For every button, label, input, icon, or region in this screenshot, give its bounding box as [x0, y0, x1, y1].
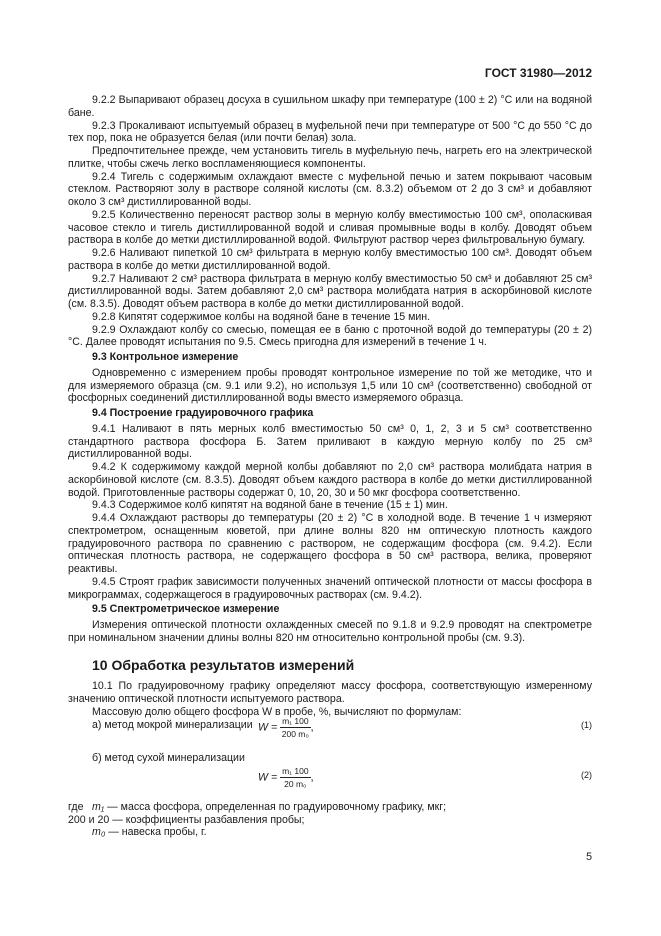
paragraph: 9.4.2 К содержимому каждой мерной колбы добавляют по 2,0 см³ раствора молибдата натрия в аскорбиновой кислоте (см. 8.3.5). Доводят объем каждого раствора в колбе до метки дистиллированной водой. Приготовленные растворы содержат 0, 10, 20, 30 и 50 мкг фосфора соответственно.: [68, 461, 592, 499]
paragraph: 9.4.3 Содержимое колб кипятят на водяной бане в течение (15 ± 1) мин.: [92, 499, 448, 512]
section-heading: 10 Обработка результатов измерений: [92, 656, 355, 673]
subsection-heading: 9.4 Построение градуировочного графика: [92, 407, 314, 419]
paragraph: Измерения оптической плотности охлажденных смесей по 9.1.8 и 9.2.9 проводят на спектрометре при номинальном значении длины волны 820 нм относительно контрольной пробы (см. 9.3).: [68, 619, 592, 644]
formula-lhs: W =: [258, 771, 278, 784]
paragraph: 9.2.9 Охлаждают колбу со смесью, помещая ее в баню с проточной водой до температуры (20 ± 2) °С. Далее проводят испытания по 9.5. Смесь пригодна для измерений в течение 1 ч.: [68, 323, 592, 349]
subsection-heading: 9.3 Контрольное измерение: [92, 351, 239, 363]
paragraph: 9.4.1 Наливают в пять мерных колб вместимостью 50 см³ 0, 1, 2, 3 и 5 см³ соответственно стандартного раствора фосфора Б. Затем приливают в каждую мерную колбу по 25 см³ дистиллированной воды.: [68, 422, 592, 461]
paragraph: 9.2.4 Тигель с содержимым охлаждают вместе с муфельной печью и затем покрывают часовым стеклом. Растворяют золу в растворе соляной кислоты (см. 8.3.2) объемом от 2 до 3 см³ и добавляют около 3 см³ дистиллированной воды.: [68, 170, 592, 208]
paragraph: 10.1 По градуировочному графику определяют массу фосфора, соответствующую измеренному значению оптической плотности испытуемого раствора.: [68, 680, 592, 705]
legend-row: [68, 801, 446, 814]
page-number: 5: [586, 851, 592, 863]
paragraph: 9.4.5 Строят график зависимости полученных значений оптической плотности от массы фосфора в микрограммах, содержащегося в градуировочных растворах (см. 9.4.2).: [68, 575, 592, 601]
fraction: [280, 766, 311, 789]
paragraph: Массовую долю общего фосфора W в пробе, %, вычисляют по формулам:: [92, 705, 462, 718]
paragraph: 9.2.5 Количественно переносят раствор золы в мерную колбу вместимостью 100 см³, ополаскивая часовое стекло и тигель дистиллированной водой и сливая промывные воды в колбу. Доводят объем раствора в колбе до метки дистиллированной водой. Фильтруют раствор через фильтровальную бумагу.: [68, 208, 592, 247]
subsection-heading: 9.5 Спектрометрическое измерение: [92, 603, 280, 616]
paragraph: 9.2.7 Наливают 2 см³ раствора фильтрата в мерную колбу вместимостью 50 см³ и добавляют 25 см³ дистиллированной воды. Затем добавляют 2,0 см³ раствора молибдата натрия в аскорбиновой кислоте (см. 8.3.5). Доводят объем раствора в колбе до метки дистиллированной водой.: [68, 272, 592, 310]
formula-tail: ,: [310, 771, 314, 784]
formula-1: [258, 716, 314, 739]
equation-number-2: (2): [581, 770, 592, 780]
legend-symbol: m₀: [92, 826, 106, 838]
numerator: m₁ 100: [282, 716, 309, 726]
formula-lhs: W =: [258, 721, 278, 734]
legend-symbol: m₁: [92, 801, 105, 813]
fraction: [280, 716, 311, 739]
legend-desc: — масса фосфора, определенная по градуировочному графику, мкг;: [107, 801, 447, 813]
denominator: 20 m₀: [284, 779, 307, 789]
legend-row: [68, 826, 446, 839]
legend-prefix: где: [68, 801, 84, 813]
formula-tail: ,: [310, 721, 314, 734]
paragraph: Предпочтительнее прежде, чем установить тигель в муфельную печь, нагреть его на электрической плитке, чтобы сжечь легко воспламеняющиеся компоненты.: [68, 145, 592, 170]
legend-desc: — коэффициенты разбавления пробы;: [112, 813, 305, 826]
paragraph: Одновременно с измерением пробы проводят контрольное измерение по той же методике, что и для измеряемого образца (см. 9.1 или 9.2), но используя 1,5 или 10 см³ (соответственно) свободной от фосфорных соединений дистиллированной воды вместо измеряемого образца.: [68, 366, 592, 405]
paragraph: 9.2.3 Прокаливают испытуемый образец в муфельной печи при температуре от 500 °С до 550 °С до тех пор, пока не образуется белая (или почти белая) зола.: [68, 119, 592, 145]
denominator: 200 m₀: [281, 729, 309, 739]
legend-symbol: 200 и 20: [68, 813, 110, 826]
paragraph: 9.2.6 Наливают пипеткой 10 см³ фильтрата в мерную колбу вместимостью 100 см³. Доводят объем раствора в колбе до метки дистиллированной водой.: [68, 247, 592, 272]
paragraph: 9.2.2 Выпаривают образец досуха в сушильном шкафу при температуре (100 ± 2) °С или на водяной бане.: [68, 94, 592, 119]
numerator: m₁ 100: [282, 766, 309, 776]
paragraph: 9.4.4 Охлаждают растворы до температуры (20 ± 2) °С в холодной воде. В течение 1 ч измеряют спектрометром, оснащенным кюветой, при длине волны 820 нм оптическую плотность каждого градуировочного раствора по сравнению с раствором, не содержащим фосфора (см. 9.4.2). Если оптическая плотность раствора, не содержащего фосфора в 50 см³ раствора, велика, проверяют реактивы.: [68, 512, 592, 575]
variable-legend: [68, 801, 446, 839]
equation-number-1: (1): [581, 720, 592, 730]
document-header: ГОСТ 31980—2012: [484, 66, 592, 80]
paragraph: а) метод мокрой минерализации: [92, 718, 253, 731]
legend-row: [68, 814, 446, 827]
method-b-label: б) метод сухой минерализации: [92, 752, 245, 764]
legend-desc: — навеска пробы, г.: [108, 826, 207, 838]
paragraph: 9.2.8 Кипятят содержимое колбы на водяной бане в течение 15 мин.: [92, 310, 431, 323]
formula-2: [258, 766, 314, 789]
